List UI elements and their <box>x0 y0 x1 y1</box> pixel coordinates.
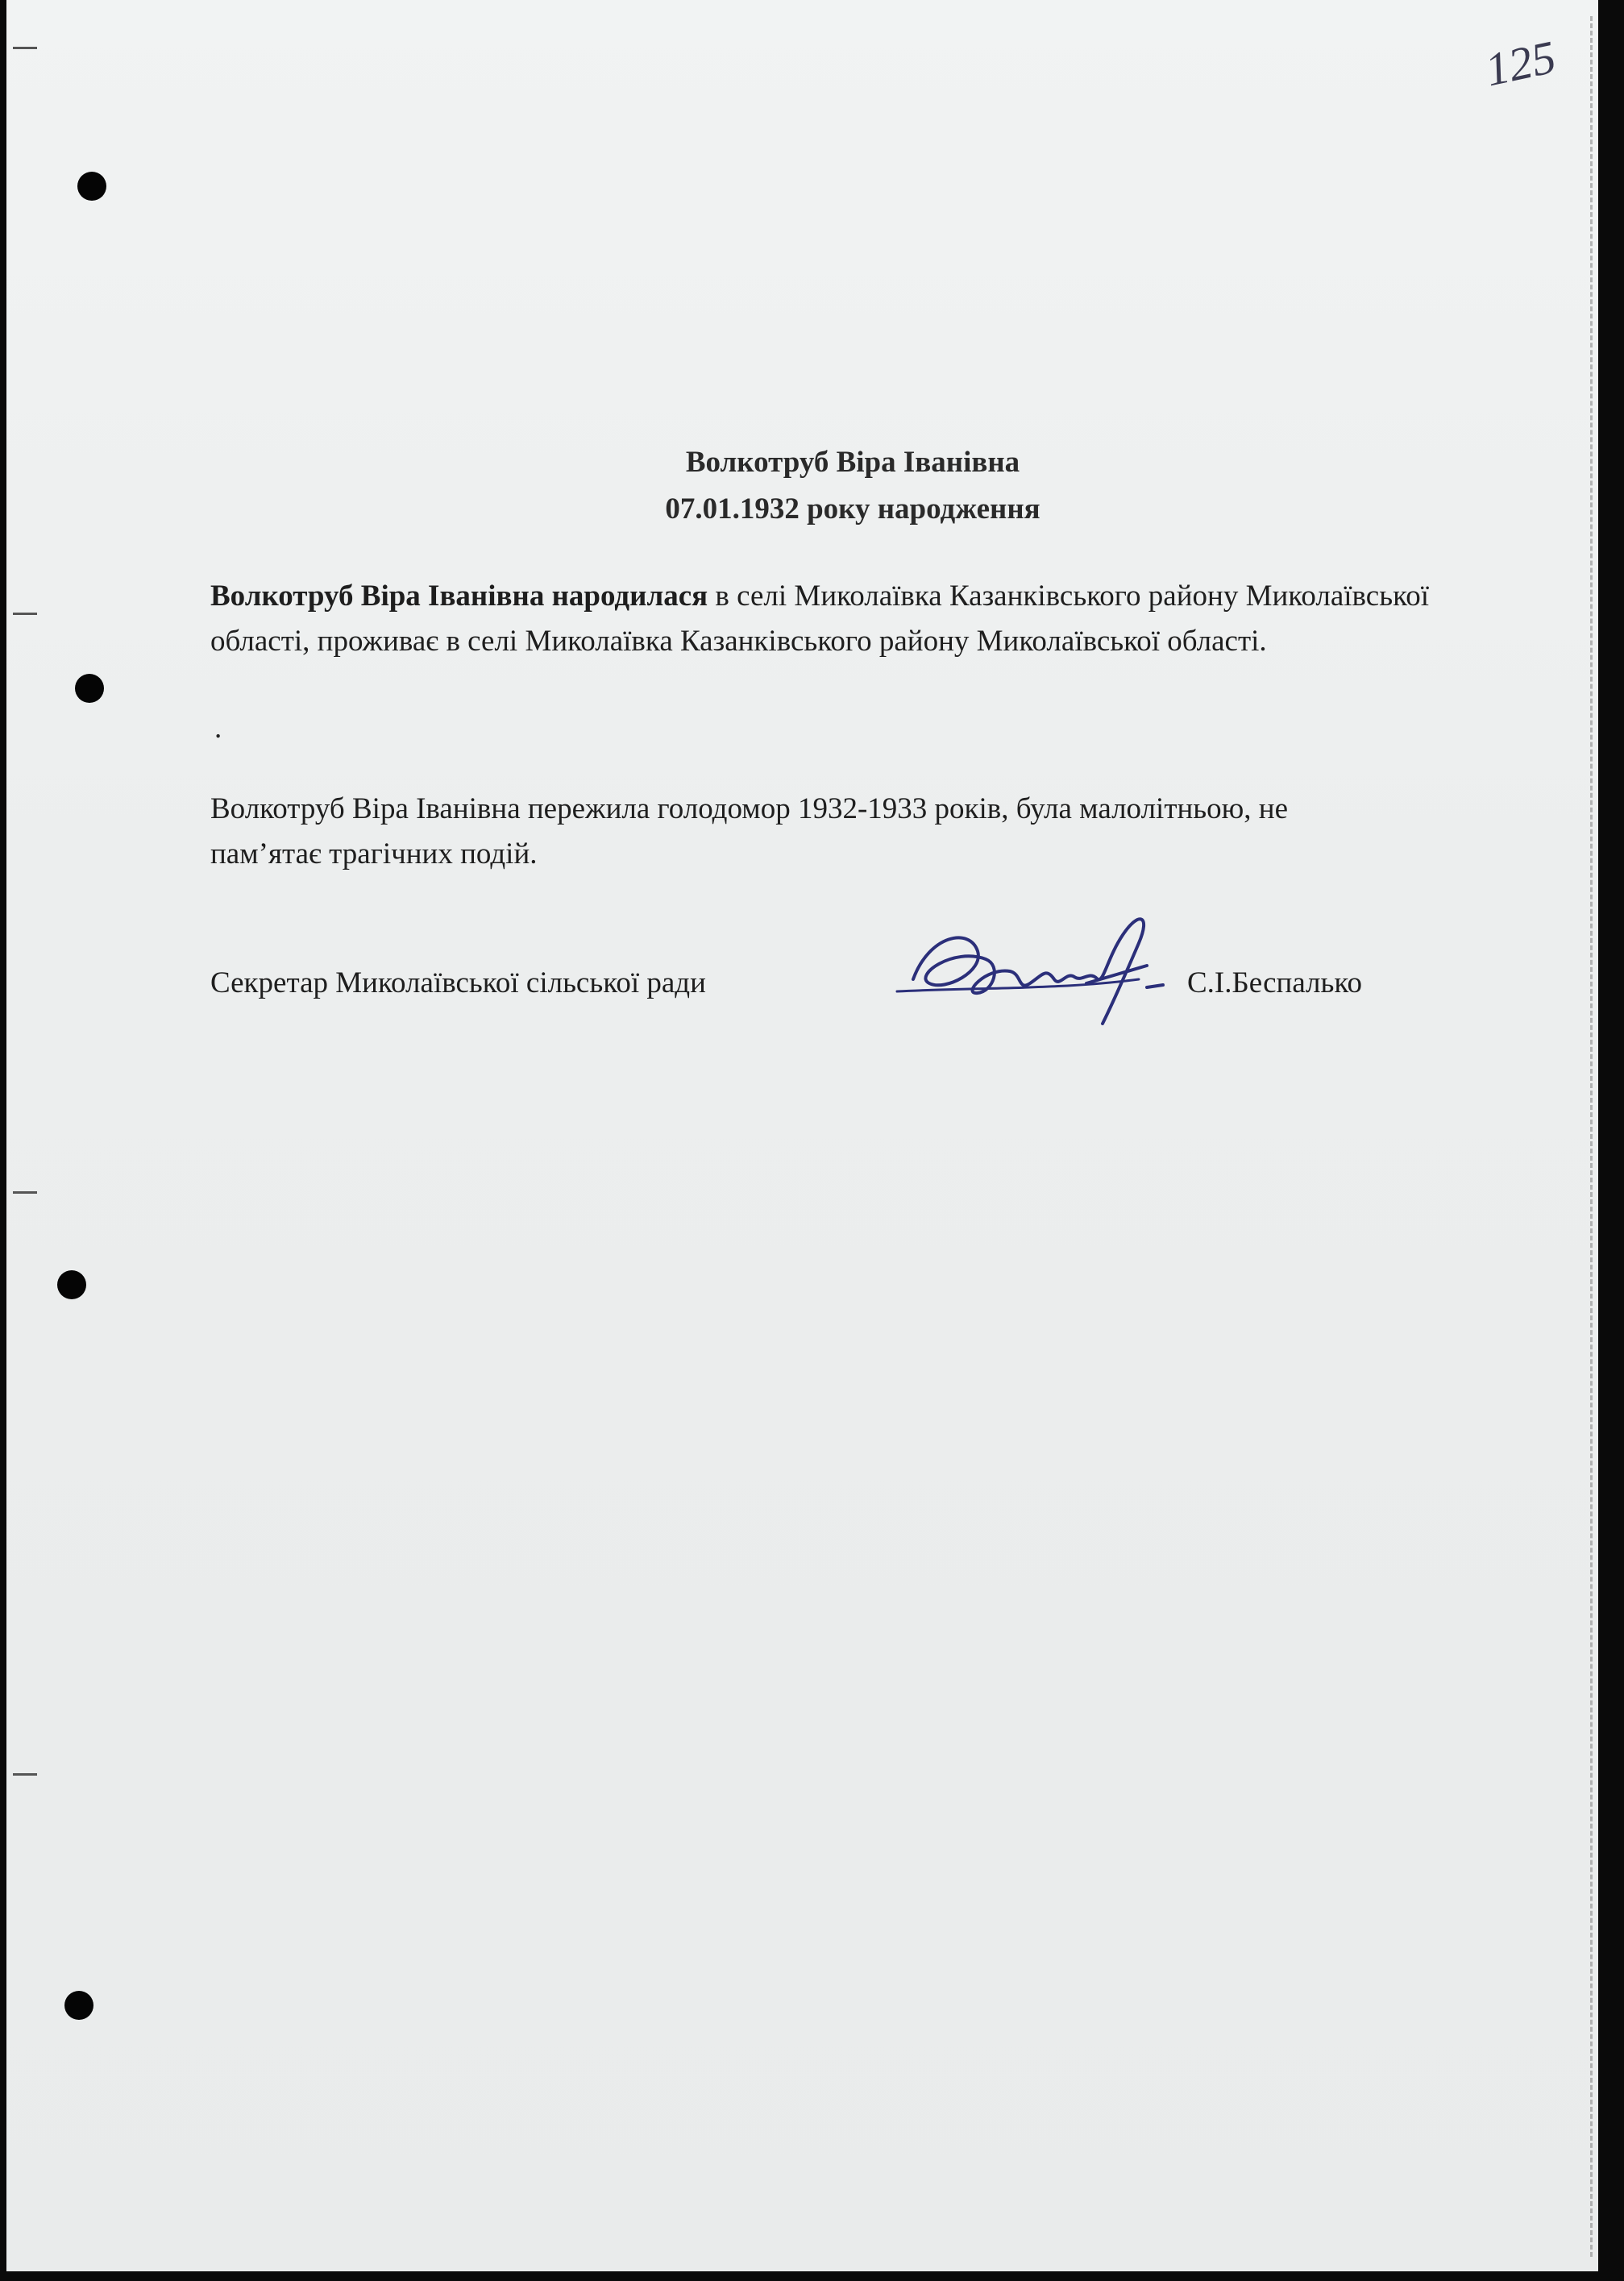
punch-hole-icon <box>77 172 106 201</box>
paragraph-birthplace <box>210 574 1468 664</box>
punch-hole-icon <box>75 674 104 703</box>
punch-hole-icon <box>64 1991 93 2020</box>
page-edge-perforation <box>1590 16 1596 2257</box>
signer-position: Секретар Миколаївської сільської ради <box>210 966 706 999</box>
paragraph-survival: Волкотруб Віра Іванівна пережила голодомор 1932-1933 років, була малолітньою, не пам’ятає трагічних подій. <box>210 792 1289 870</box>
signer-name: С.І.Беспалько <box>1187 966 1362 999</box>
folio-number: 125 <box>1481 30 1560 97</box>
handwritten-signature-icon <box>881 903 1203 1040</box>
document-page <box>6 0 1598 2271</box>
separator-dot: . <box>214 712 222 745</box>
paragraph-body: в селі Миколаївка Казанківського району Миколаївської області, проживає в селі Миколаївка Казанківського району Миколаївської області. <box>210 580 1429 658</box>
margin-tick <box>13 613 37 615</box>
margin-tick <box>13 1773 37 1776</box>
paragraph-bold-lead: Волкотруб Віра Іванівна народилася <box>210 580 708 613</box>
document-title-name: Волкотруб Віра Іванівна <box>685 446 1020 479</box>
margin-tick <box>13 47 37 49</box>
punch-hole-icon <box>57 1270 86 1299</box>
document-title-birth: 07.01.1932 року народження <box>665 492 1040 526</box>
margin-tick <box>13 1191 37 1194</box>
